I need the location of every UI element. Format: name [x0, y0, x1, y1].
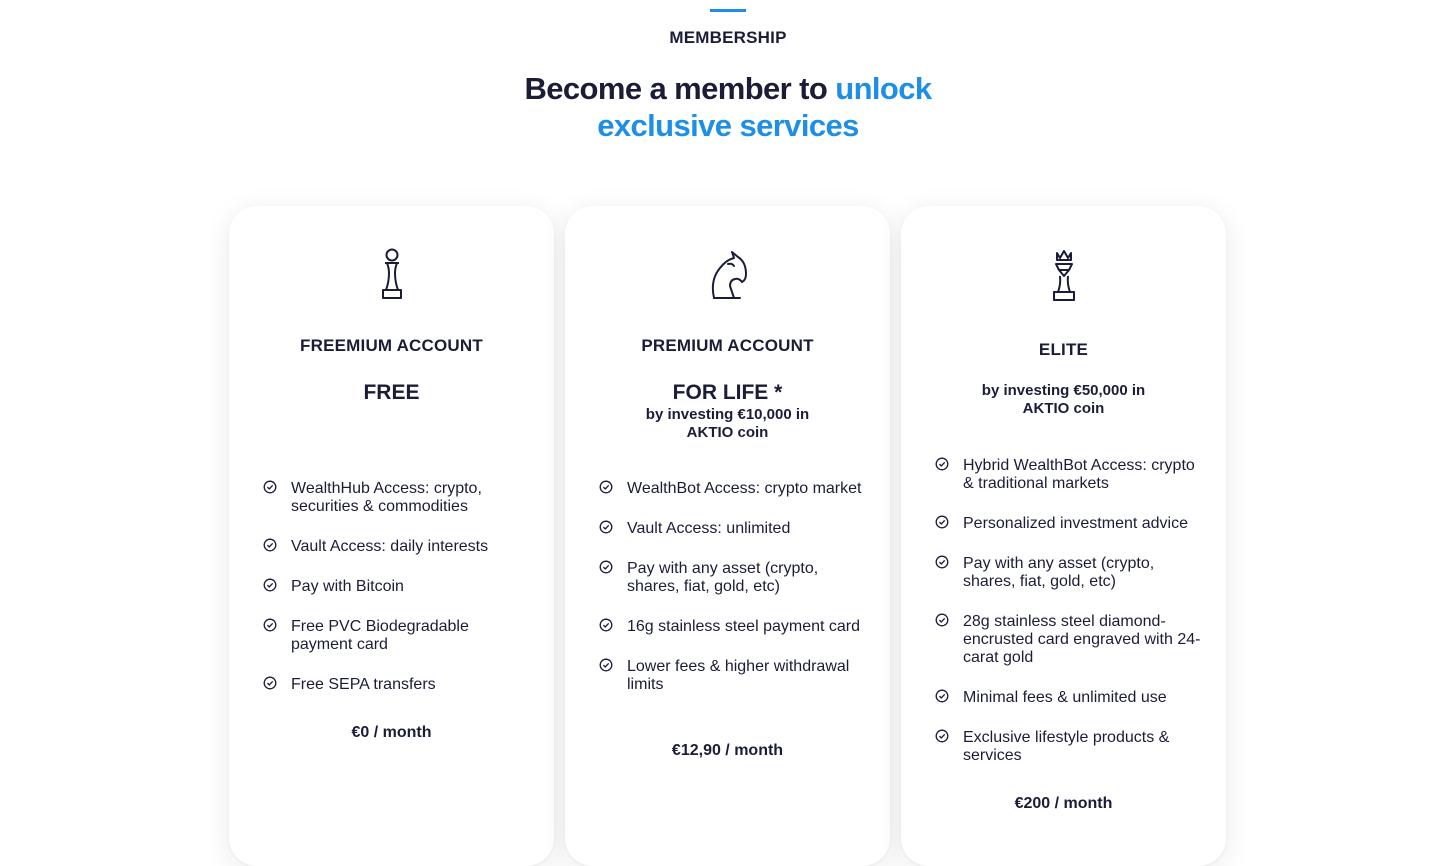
headline-dark-text: Become a member to [524, 71, 836, 106]
feature-list [935, 457, 1206, 765]
feature-text: WealthBot Access: crypto market [627, 480, 862, 497]
feature-text: Pay with any asset (crypto, shares, fiat, gold, etc) [627, 560, 819, 595]
plan-card-premium[interactable] [565, 206, 890, 866]
check-circle-icon [599, 520, 613, 534]
check-circle-icon [935, 515, 949, 529]
list-item [599, 560, 870, 596]
section-label: MEMBERSHIP [669, 28, 787, 47]
plan-headline-price: FOR LIFE * [672, 381, 783, 404]
check-circle-icon [263, 538, 277, 552]
list-item [599, 480, 870, 498]
feature-text: Minimal fees & unlimited use [963, 689, 1167, 706]
list-item [263, 538, 534, 556]
check-circle-icon [935, 729, 949, 743]
plan-card-elite[interactable] [901, 206, 1226, 866]
feature-text: 16g stainless steel payment card [627, 618, 861, 635]
list-item [599, 658, 870, 694]
list-item [263, 618, 534, 654]
plan-name: FREEMIUM ACCOUNT [300, 336, 483, 355]
feature-text: Vault Access: daily interests [291, 538, 489, 555]
section-accent-bar [710, 9, 746, 12]
plan-headline-price: FREE [363, 381, 420, 404]
feature-list [599, 480, 870, 694]
list-item [263, 578, 534, 596]
list-item [263, 480, 534, 516]
list-item [599, 520, 870, 538]
chess-queen-icon [1040, 246, 1088, 306]
monthly-price: €0 / month [351, 724, 432, 741]
chess-pawn-icon [368, 246, 416, 306]
list-item [599, 618, 870, 636]
plan-condition: by investing €10,000 in AKTIO coin [645, 406, 810, 441]
headline-highlight-2: exclusive services [597, 108, 859, 143]
list-item [935, 457, 1206, 493]
feature-text: 28g stainless steel diamond-encrusted card engraved with 24-carat gold [963, 613, 1201, 666]
feature-text: Personalized investment advice [963, 515, 1189, 532]
check-circle-icon [263, 480, 277, 494]
check-circle-icon [935, 457, 949, 471]
feature-text: Lower fees & higher withdrawal limits [627, 658, 850, 693]
list-item [935, 689, 1206, 707]
plan-name: PREMIUM ACCOUNT [641, 336, 814, 355]
check-circle-icon [935, 613, 949, 627]
feature-text: Vault Access: unlimited [627, 520, 791, 537]
list-item [935, 515, 1206, 533]
plan-card-freemium[interactable] [229, 206, 554, 866]
list-item [935, 729, 1206, 765]
check-circle-icon [599, 560, 613, 574]
check-circle-icon [599, 480, 613, 494]
feature-text: WealthHub Access: crypto, securities & commodities [291, 480, 482, 515]
feature-text: Pay with Bitcoin [291, 578, 404, 595]
monthly-price: €12,90 / month [671, 742, 784, 759]
feature-text: Exclusive lifestyle products & services [963, 729, 1170, 764]
check-circle-icon [263, 676, 277, 690]
monthly-price: €200 / month [1014, 795, 1113, 812]
chess-knight-icon [704, 246, 752, 306]
feature-text: Free SEPA transfers [291, 676, 436, 693]
check-circle-icon [263, 618, 277, 632]
headline-highlight-1: unlock [835, 71, 932, 106]
check-circle-icon [935, 689, 949, 703]
list-item [263, 676, 534, 694]
check-circle-icon [263, 578, 277, 592]
list-item [935, 613, 1206, 667]
feature-text: Hybrid WealthBot Access: crypto & traditional markets [963, 457, 1195, 492]
check-circle-icon [599, 658, 613, 672]
plan-name: ELITE [1038, 340, 1089, 359]
check-circle-icon [599, 618, 613, 632]
check-circle-icon [935, 555, 949, 569]
feature-text: Free PVC Biodegradable payment card [291, 618, 469, 653]
list-item [935, 555, 1206, 591]
page-headline [0, 70, 1456, 144]
plan-condition: by investing €50,000 in AKTIO coin [981, 382, 1146, 417]
feature-list [263, 480, 534, 694]
feature-text: Pay with any asset (crypto, shares, fiat, gold, etc) [963, 555, 1155, 590]
